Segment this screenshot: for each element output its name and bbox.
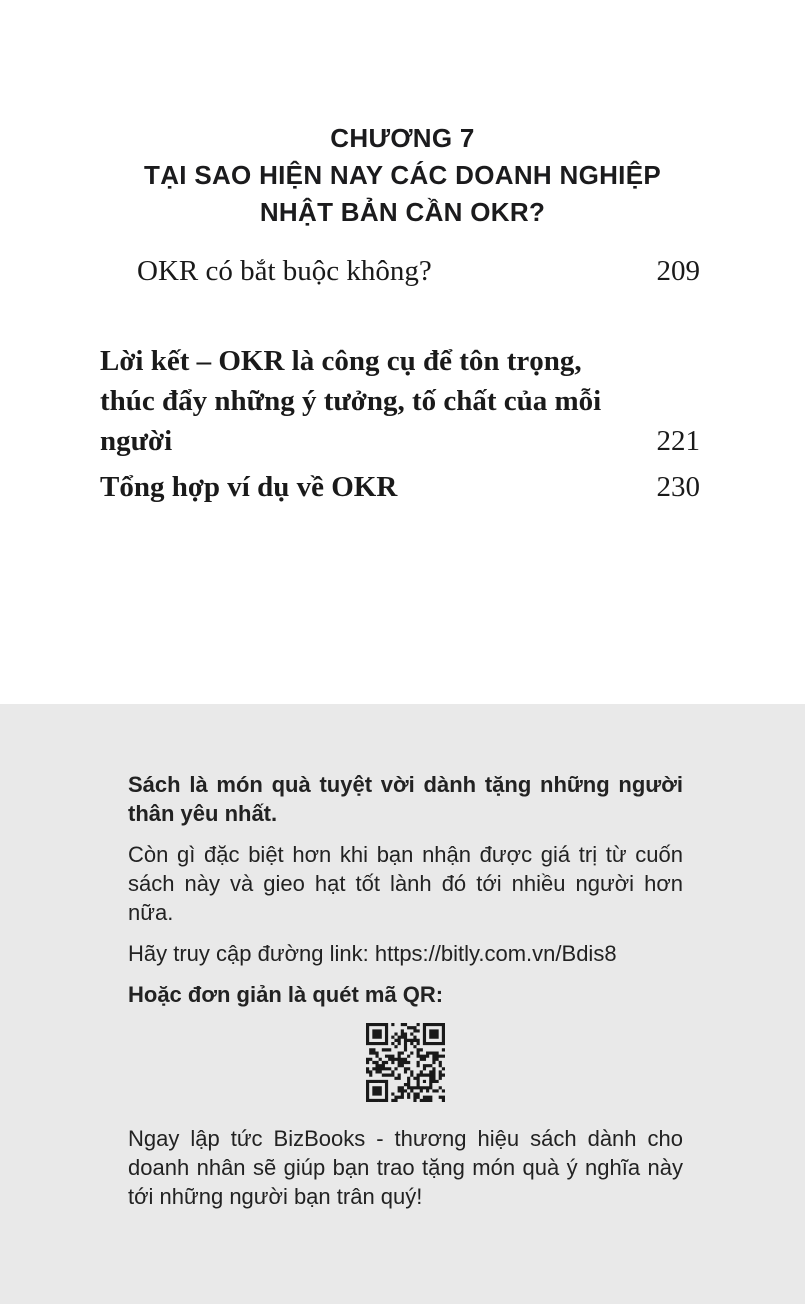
- toc-entry-label: Tổng hợp ví dụ về OKR: [100, 471, 398, 503]
- promo-footer: Ngay lập tức BizBooks - thương hiệu sách dành cho doanh nhân sẽ giúp bạn trao tặng món quà ý nghĩa này tới những người bạn trân quý!: [128, 1126, 683, 1209]
- toc-section: [0, 120, 805, 704]
- toc-entry-label: Lời kết – OKR là công cụ để tôn trọng, thúc đẩy những ý tưởng, tố chất của mỗi người: [100, 345, 602, 457]
- toc-entry: [100, 251, 700, 291]
- toc-list: [100, 251, 700, 507]
- promo-link-url[interactable]: https://bitly.com.vn/Bdis8: [374, 941, 617, 966]
- promo-body: Còn gì đặc biệt hơn khi bạn nhận được giá trị từ cuốn sách này và gieo hạt tốt lành đó tới nhiều người hơn nữa.: [128, 842, 683, 925]
- toc-entry: [100, 341, 700, 461]
- promo-link-label: Hãy truy cập đường link:: [128, 941, 369, 966]
- toc-entry-page-number: 221: [656, 425, 700, 457]
- toc-entry-page-number: 230: [656, 471, 700, 503]
- chapter-heading-line-3: NHẬT BẢN CẦN OKR?: [259, 197, 546, 227]
- toc-entry-label: OKR có bắt buộc không?: [137, 255, 432, 287]
- chapter-heading-line-1: CHƯƠNG 7: [330, 123, 475, 153]
- promo-link-line: [128, 939, 683, 968]
- chapter-heading-line-2: TẠI SAO HIỆN NAY CÁC DOANH NGHIỆP: [144, 160, 661, 190]
- qr-code-icon: [366, 1023, 445, 1102]
- promo-qr-prompt: Hoặc đơn giản là quét mã QR:: [128, 982, 444, 1007]
- chapter-heading: [60, 120, 745, 231]
- promo-panel: [0, 704, 805, 1304]
- promo-headline: Sách là món quà tuyệt vời dành tặng những người thân yêu nhất.: [128, 772, 683, 826]
- toc-entry: [100, 467, 700, 507]
- toc-entry-page-number: 209: [656, 255, 700, 287]
